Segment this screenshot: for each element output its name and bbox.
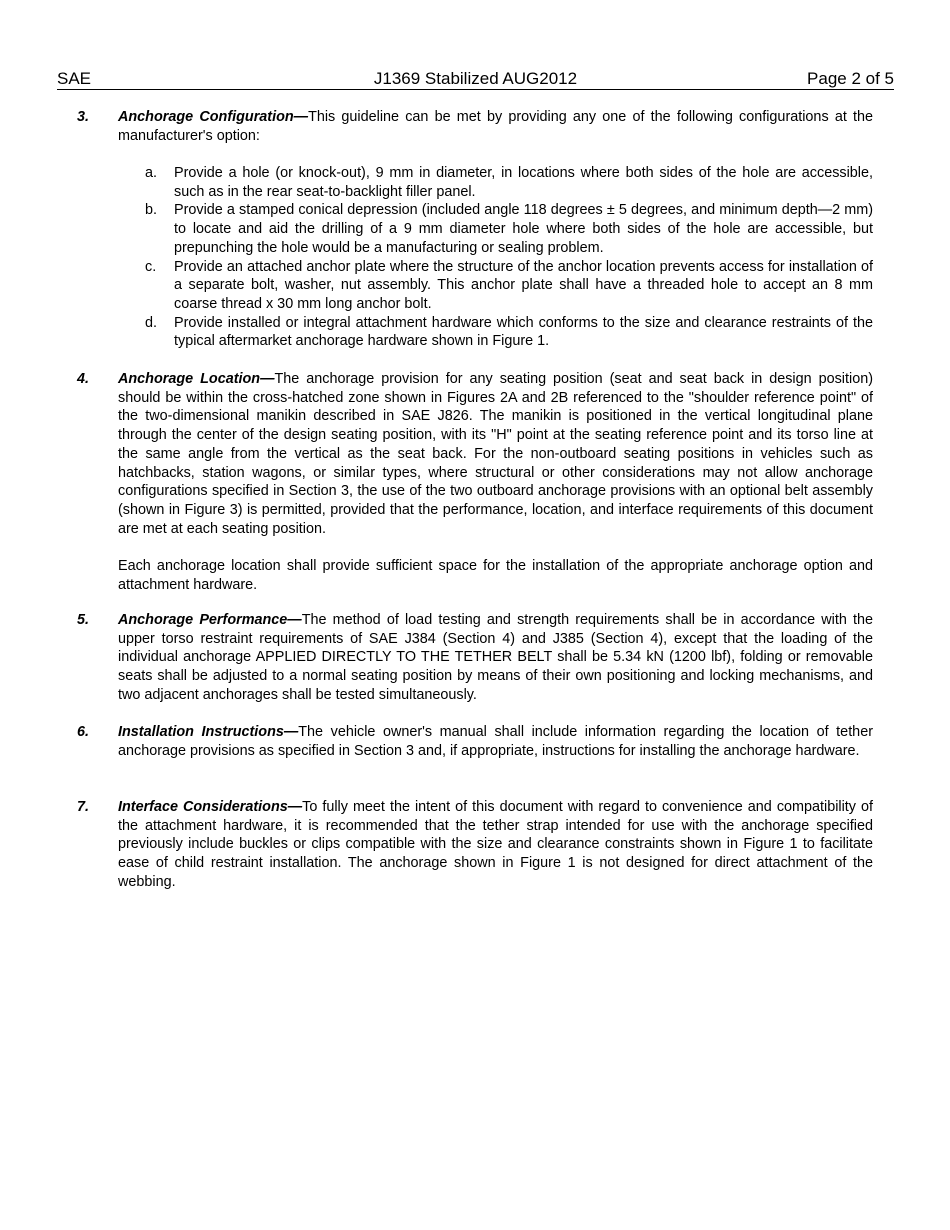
- section-intro: This guideline can be met by providing any one of the following configurations at the manufacturer's option:: [118, 109, 874, 144]
- section-number: 3.: [77, 109, 90, 125]
- section-number: 7.: [77, 799, 90, 815]
- list-item: [0, 314, 950, 351]
- list-item: [0, 258, 950, 314]
- list-item-text: Provide an attached anchor plate where the structure of the anchor location prevents access for installation of a separate bolt, washer, nut assembly. This anchor plate shall have a threaded hole to accept an 8 mm coarse thread x 30 mm long anchor bolt.: [174, 258, 873, 312]
- header-doc-id: J1369 Stabilized AUG2012: [373, 69, 578, 88]
- section-paragraph: Each anchorage location shall provide sufficient space for the installation of the appropriate anchorage option and attachment hardware.: [118, 558, 873, 593]
- section-number: 4.: [77, 371, 90, 387]
- section-text: The vehicle owner's manual shall include information regarding the location of tether anchorage provisions as specified in Section 3 and, if appropriate, instructions for installing the anchorage hardware.: [118, 724, 873, 759]
- page-header: [57, 68, 894, 90]
- list-item-text: Provide installed or integral attachment hardware which conforms to the size and clearance restraints of the typical aftermarket anchorage hardware shown in Figure 1.: [174, 314, 873, 350]
- section-heading: Installation Instructions—: [118, 724, 299, 740]
- list-item-letter: d.: [145, 314, 158, 331]
- section-body: [118, 723, 873, 760]
- list-item-text: Provide a stamped conical depression (included angle 118 degrees ± 5 degrees, and minimum depth—2 mm) to locate and aid the drilling of a 9 mm diameter hole where both sides of the hole are accessible, but prepunching the hole would be a manufacturing or sealing problem.: [174, 202, 873, 256]
- section-heading: Interface Considerations—: [118, 799, 303, 815]
- section-heading: Anchorage Configuration—: [118, 109, 309, 125]
- list-item-letter: b.: [145, 202, 158, 219]
- list-item-letter: a.: [145, 165, 158, 181]
- list-item-letter: c.: [145, 258, 157, 275]
- section-number: 5.: [77, 612, 90, 628]
- header-page-number: Page 2 of 5: [807, 69, 894, 88]
- section-text: The method of load testing and strength requirements shall be in accordance with the upper torso restraint requirements of SAE J384 (Section 4) and J385 (Section 4), except that the loading of the individual anchorage APPLIED DIRECTLY TO THE TETHER BELT shall be 5.34 kN (1200 lbf), folding or removable seats shall be adjusted to a normal seating position by means of their own positioning and locking mechanisms, and two adjacent anchorages shall be tested simultaneously.: [118, 612, 873, 703]
- list-item: [0, 164, 950, 201]
- section-body: [118, 370, 873, 594]
- section-body: [118, 611, 873, 705]
- section-paragraph: [118, 370, 873, 538]
- section-body: [118, 798, 873, 892]
- configuration-list: [0, 164, 950, 351]
- section-heading: Anchorage Location—: [118, 371, 275, 387]
- section-text: The anchorage provision for any seating position (seat and seat back in design position) should be within the cross-hatched zone shown in Figures 2A and 2B referenced to the "shoulder reference point" of the two-dimensional manikin described in SAE J826. The manikin is positioned in the vertical longitudinal plane through the center of the design seating position, with its "H" point at the seating reference point and its torso line at the same angle from the vertical as the seat back. For the non-outboard seating positions in vehicles such as hatchbacks, station wagons, or similar types, where structural or other considerations may not allow anchorage configurations specified in Section 3, the use of the two outboard anchorage provisions with an optional belt assembly (shown in Figure 3) is permitted, provided that the performance, location, and interface requirements of this document are met at each seating position.: [118, 371, 873, 537]
- list-item-text: Provide a hole (or knock-out), 9 mm in diameter, in locations where both sides of the hole are accessible, such as in the rear seat-to-backlight filler panel.: [174, 165, 873, 200]
- list-item: [0, 201, 950, 257]
- section-text: To fully meet the intent of this document with regard to convenience and compatibility of the attachment hardware, it is recommended that the tether strap intended for use with the anchorage specified previously include buckles or clips compatible with the size and clearance constraints shown in Figure 1 to facilitate ease of child restraint installation. The anchorage shown in Figure 1 is not designed for direct attachment of the webbing.: [118, 799, 874, 890]
- section-number: 6.: [77, 724, 90, 740]
- section-body: [118, 108, 873, 145]
- header-org: SAE: [57, 69, 92, 88]
- section-heading: Anchorage Performance—: [118, 612, 302, 628]
